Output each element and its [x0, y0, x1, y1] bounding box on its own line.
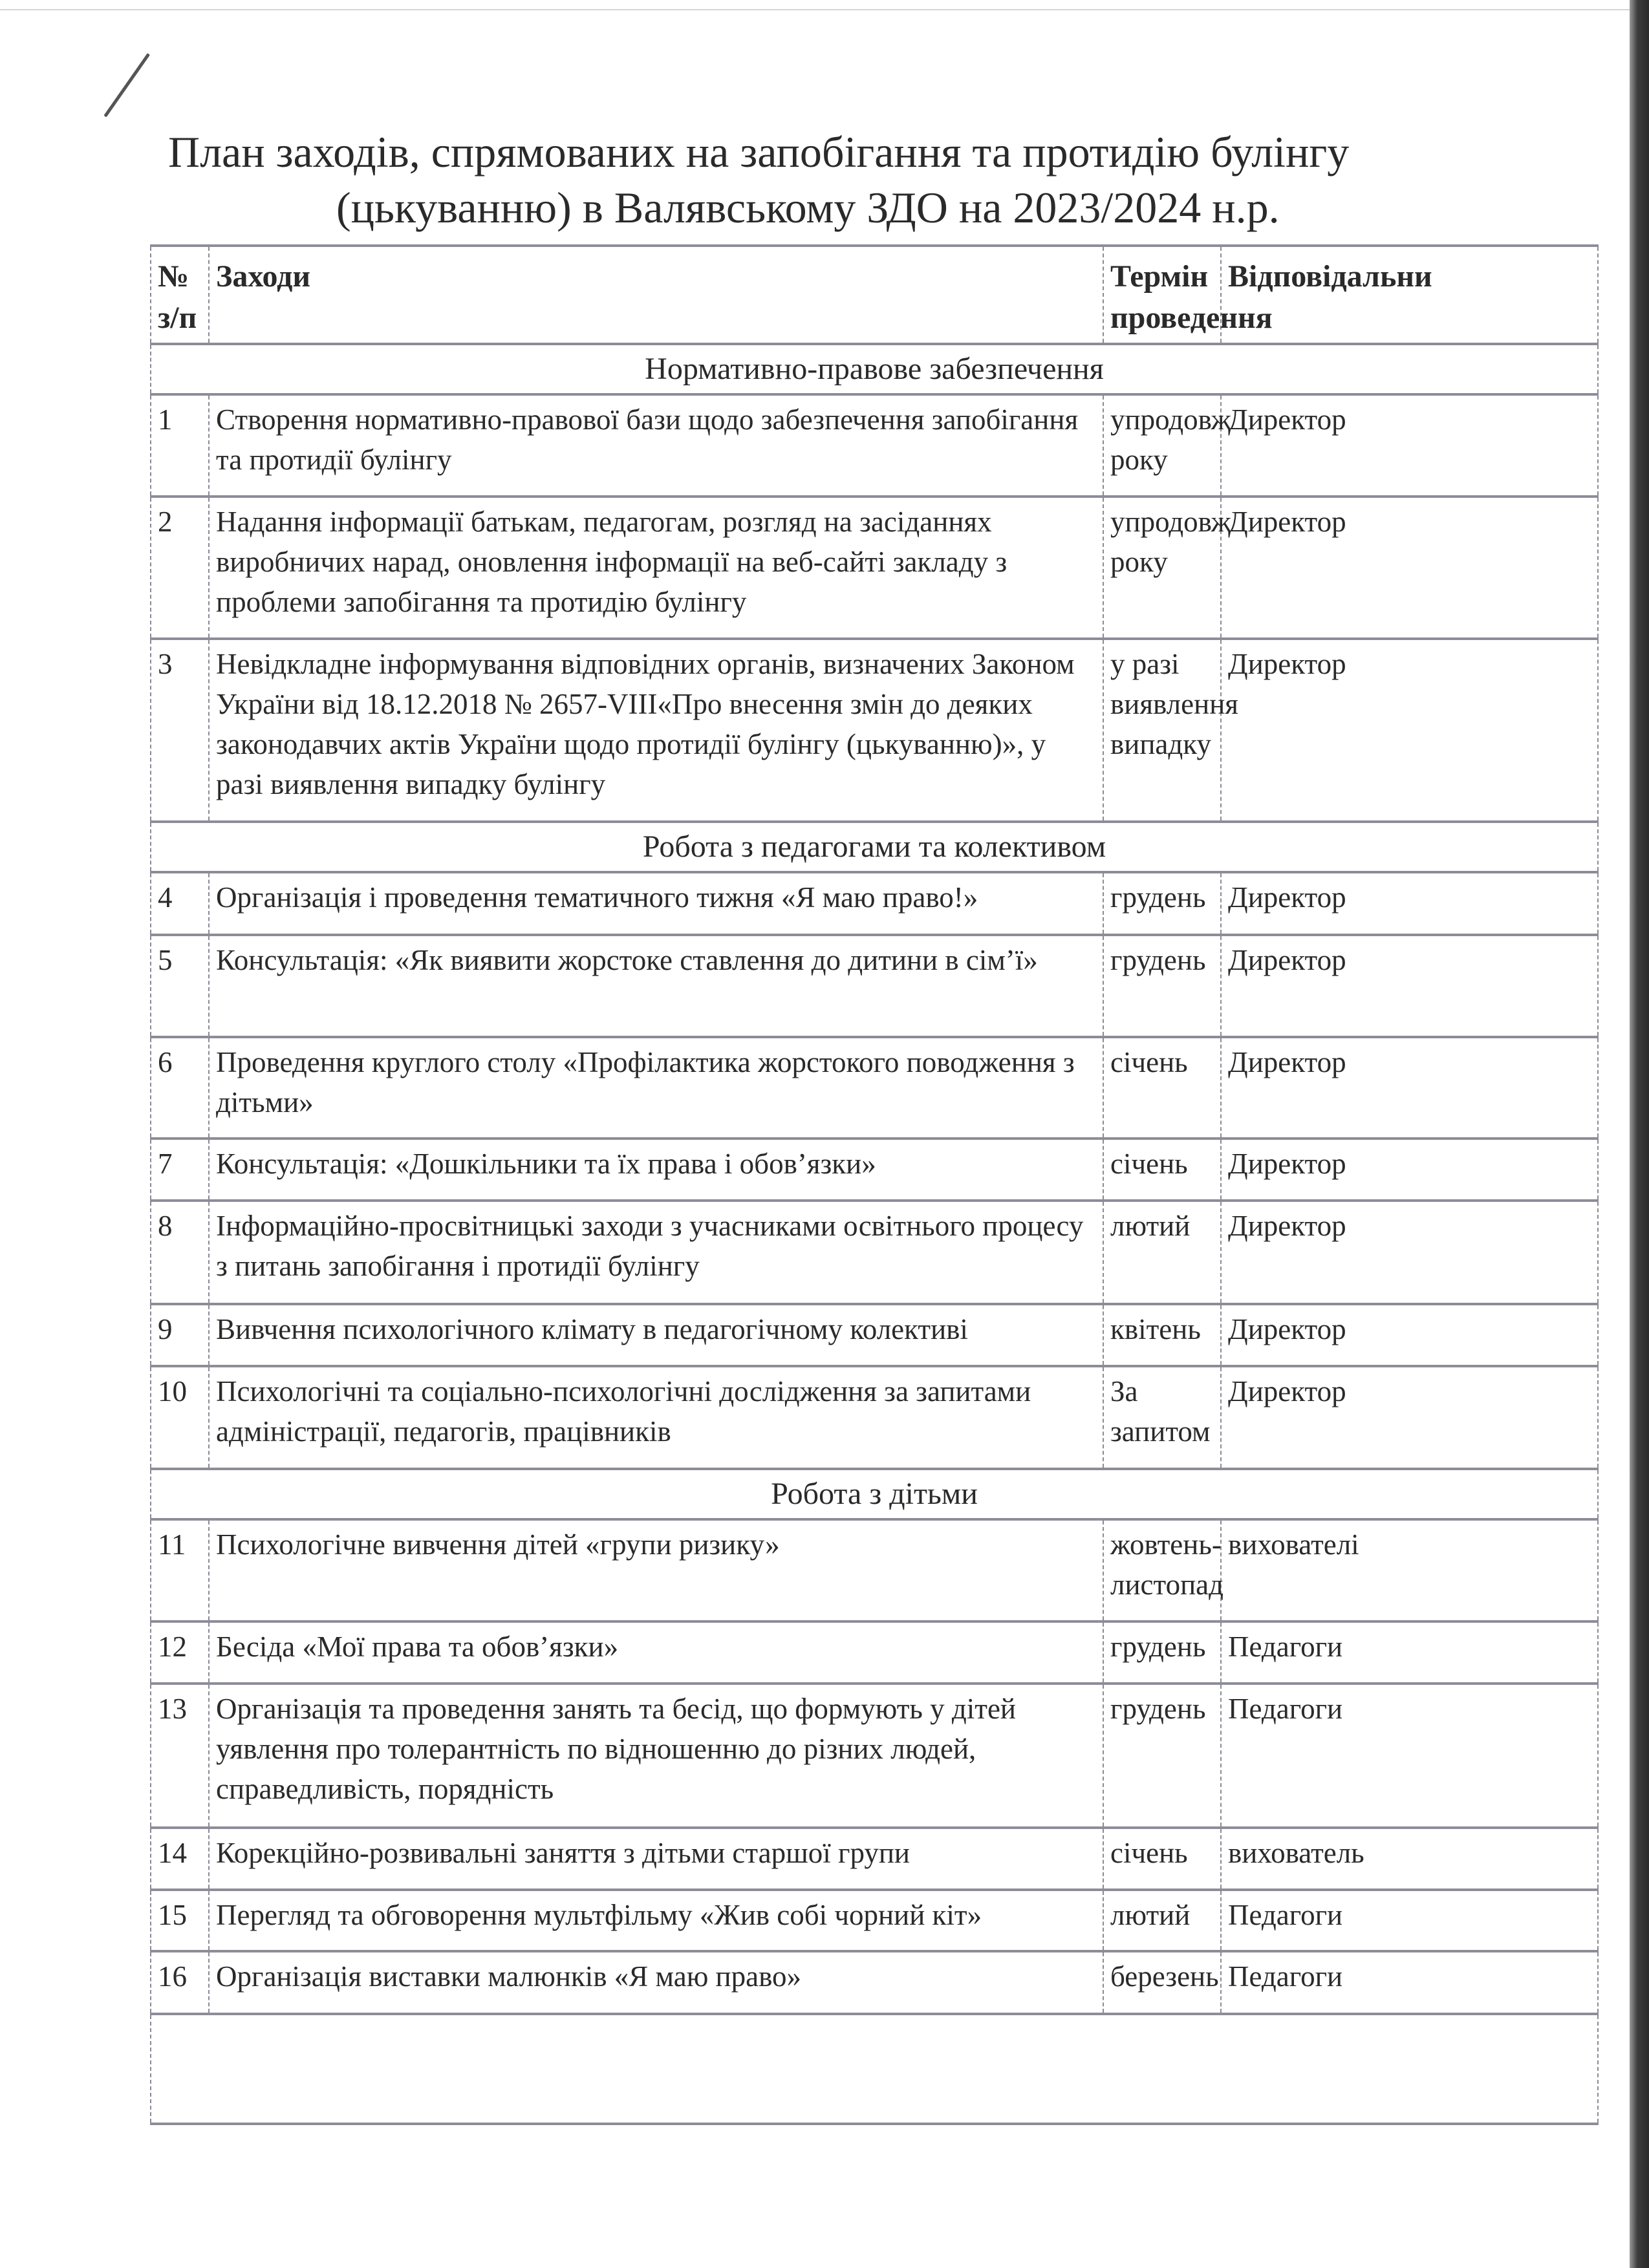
row-responsible: Педагоги: [1221, 1684, 1598, 1828]
table-row: [151, 1951, 1598, 2014]
table-row: [151, 1037, 1598, 1139]
section-title-legal: Нормативно-правове забезпечення: [151, 344, 1598, 394]
table-row: [151, 1621, 1598, 1684]
empty-cell: [151, 2014, 1598, 2124]
row-number: 2: [151, 497, 209, 639]
row-responsible: Директор: [1221, 1201, 1598, 1304]
table-row: [151, 497, 1598, 639]
row-activity: Інформаційно-просвітницькі заходи з учасниками освітнього процесу з питань запобігання і протидії булінгу: [209, 1201, 1103, 1304]
section-row: [151, 1469, 1598, 1519]
header-term: Термін проведення: [1103, 246, 1221, 344]
table-row: [151, 1828, 1598, 1890]
pen-stroke-mark: [103, 53, 150, 118]
row-term: упродовж року: [1103, 394, 1221, 497]
row-activity: Проведення круглого столу «Профілактика жорстокого поводження з дітьми»: [209, 1037, 1103, 1139]
document-title: [162, 124, 1552, 235]
title-line-1: План заходів, спрямованих на запобігання та протидію булінгу: [168, 127, 1350, 177]
row-number: 10: [151, 1366, 209, 1469]
row-activity: Створення нормативно-правової бази щодо забезпечення запобігання та протидії булінгу: [209, 394, 1103, 497]
row-term: у разі виявлення випадку: [1103, 639, 1221, 822]
row-number: 11: [151, 1519, 209, 1621]
row-number: 6: [151, 1037, 209, 1139]
table-row: [151, 1304, 1598, 1366]
empty-trailing-row: [151, 2014, 1598, 2124]
row-responsible: Директор: [1221, 497, 1598, 639]
row-number: 5: [151, 935, 209, 1037]
row-responsible: Директор: [1221, 394, 1598, 497]
section-title-staff: Робота з педагогами та колективом: [151, 822, 1598, 872]
row-number: 8: [151, 1201, 209, 1304]
table-row: [151, 1890, 1598, 1951]
row-term: березень: [1103, 1951, 1221, 2014]
row-activity: Організація виставки малюнків «Я маю право»: [209, 1951, 1103, 2014]
header-activities: Заходи: [209, 246, 1103, 344]
row-activity: Перегляд та обговорення мультфільму «Жив собі чорний кіт»: [209, 1890, 1103, 1951]
row-responsible: вихователі: [1221, 1519, 1598, 1621]
measures-plan-table: [150, 244, 1599, 2125]
row-term: квітень: [1103, 1304, 1221, 1366]
header-responsible: Відповідальни: [1221, 246, 1598, 344]
row-activity: Психологічні та соціально-психологічні дослідження за запитами адміністрації, педагогів, працівників: [209, 1366, 1103, 1469]
row-activity: Організація і проведення тематичного тижня «Я маю право!»: [209, 872, 1103, 935]
row-activity: Бесіда «Мої права та обов’язки»: [209, 1621, 1103, 1684]
row-responsible: Директор: [1221, 1037, 1598, 1139]
table-row: [151, 1366, 1598, 1469]
row-term: За запитом: [1103, 1366, 1221, 1469]
row-term: упродовж року: [1103, 497, 1221, 639]
row-responsible: Директор: [1221, 1139, 1598, 1201]
table-row: [151, 935, 1598, 1037]
row-term: жовтень-листопад: [1103, 1519, 1221, 1621]
row-number: 15: [151, 1890, 209, 1951]
row-term: грудень: [1103, 1684, 1221, 1828]
row-responsible: Директор: [1221, 872, 1598, 935]
row-responsible: Директор: [1221, 1304, 1598, 1366]
title-line-2: (цькуванню) в Валявському ЗДО на 2023/2024 н.р.: [336, 183, 1280, 232]
table-row: [151, 1201, 1598, 1304]
row-responsible: Директор: [1221, 639, 1598, 822]
scan-edge-shadow: [1630, 0, 1649, 2268]
table-row: [151, 1139, 1598, 1201]
row-number: 13: [151, 1684, 209, 1828]
row-term: лютий: [1103, 1890, 1221, 1951]
row-term: грудень: [1103, 872, 1221, 935]
row-responsible: Директор: [1221, 1366, 1598, 1469]
row-number: 16: [151, 1951, 209, 2014]
row-activity: Корекційно-розвивальні заняття з дітьми старшої групи: [209, 1828, 1103, 1890]
section-row: [151, 344, 1598, 394]
row-activity: Психологічне вивчення дітей «групи ризику»: [209, 1519, 1103, 1621]
row-number: 7: [151, 1139, 209, 1201]
row-activity: Консультація: «Як виявити жорстоке ставлення до дитини в сім’ї»: [209, 935, 1103, 1037]
row-responsible: Директор: [1221, 935, 1598, 1037]
table-row: [151, 1684, 1598, 1828]
row-term: грудень: [1103, 935, 1221, 1037]
row-term: лютий: [1103, 1201, 1221, 1304]
row-activity: Консультація: «Дошкільники та їх права і обов’язки»: [209, 1139, 1103, 1201]
row-number: 1: [151, 394, 209, 497]
row-number: 9: [151, 1304, 209, 1366]
row-responsible: Педагоги: [1221, 1951, 1598, 2014]
table-row: [151, 639, 1598, 822]
table-row: [151, 1519, 1598, 1621]
row-activity: Вивчення психологічного клімату в педагогічному колективі: [209, 1304, 1103, 1366]
row-term: січень: [1103, 1828, 1221, 1890]
section-row: [151, 822, 1598, 872]
row-term: січень: [1103, 1037, 1221, 1139]
row-number: 14: [151, 1828, 209, 1890]
row-responsible: вихователь: [1221, 1828, 1598, 1890]
section-title-children: Робота з дітьми: [151, 1469, 1598, 1519]
row-term: грудень: [1103, 1621, 1221, 1684]
row-number: 4: [151, 872, 209, 935]
row-activity: Невідкладне інформування відповідних органів, визначених Законом України від 18.12.2018 № 2657-VIII«Про внесення змін до деяких законодавчих актів України щодо протидії булінгу (цькуванню)», у разі виявлення випадку булінгу: [209, 639, 1103, 822]
row-responsible: Педагоги: [1221, 1621, 1598, 1684]
row-activity: Організація та проведення занять та бесід, що формують у дітей уявлення про толерантність по відношенню до різних людей, справедливість, порядність: [209, 1684, 1103, 1828]
row-term: січень: [1103, 1139, 1221, 1201]
page-top-edge: [0, 9, 1630, 10]
header-number: № з/п: [151, 246, 209, 344]
table-header-row: [151, 246, 1598, 344]
row-activity: Надання інформації батькам, педагогам, розгляд на засіданнях виробничих нарад, оновлення інформації на веб-сайті закладу з проблеми запобігання та протидію булінгу: [209, 497, 1103, 639]
row-number: 3: [151, 639, 209, 822]
table-row: [151, 872, 1598, 935]
table-row: [151, 394, 1598, 497]
row-responsible: Педагоги: [1221, 1890, 1598, 1951]
row-number: 12: [151, 1621, 209, 1684]
